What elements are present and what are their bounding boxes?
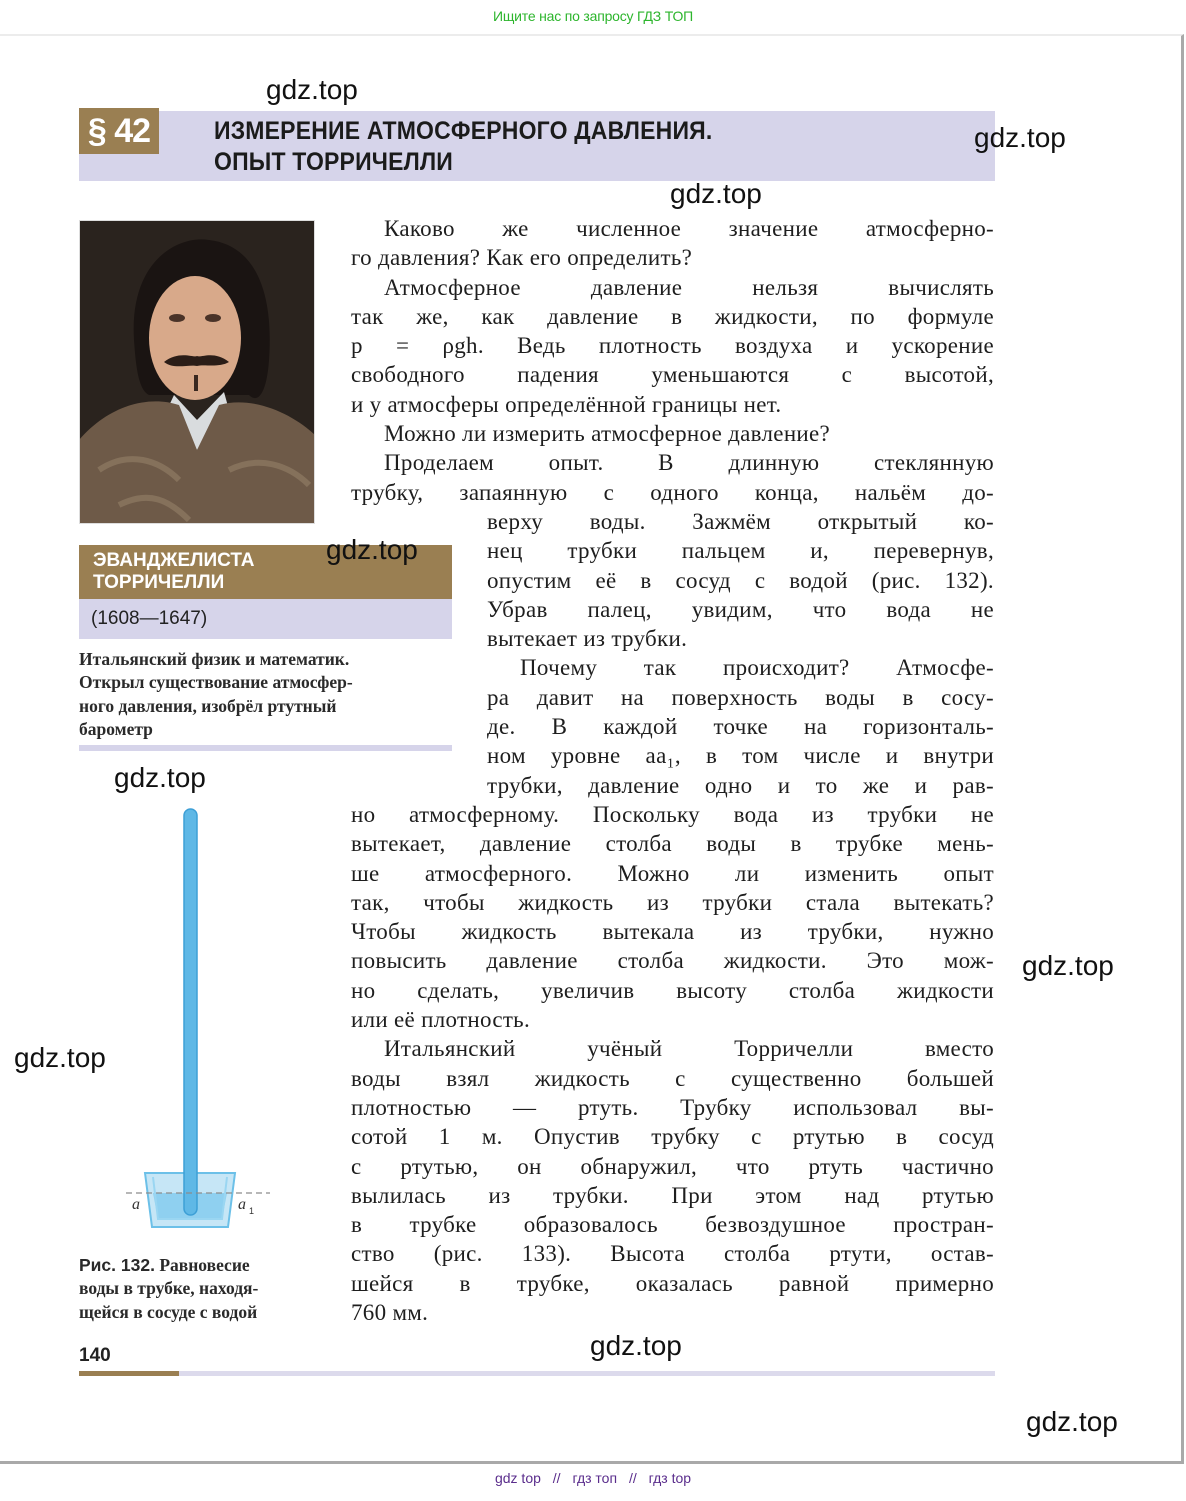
body-text-block-3 — [351, 800, 994, 1327]
body-line: и у атмосферы определённой границы нет. — [351, 391, 782, 417]
body-line: Убрав палец, увидим, что вода не — [487, 596, 994, 622]
body-text-block-1 — [351, 214, 994, 507]
body-line: опустим её в сосуд с водой (рис. 132). — [487, 567, 994, 593]
bio-divider — [79, 745, 452, 751]
body-line: вылилась из трубки. При этом над ртутью — [351, 1182, 994, 1208]
body-line: свободного падения уменьшаются с высотой, — [351, 362, 994, 388]
body-line: трубку, запаянную с одного конца, нальём до- — [351, 479, 994, 505]
level-label-a: a — [132, 1196, 140, 1213]
bio-desc-line: барометр — [79, 718, 153, 739]
footer-link-gdz-top[interactable]: gdz top — [494, 1470, 541, 1486]
body-line: но атмосферному. Поскольку вода из трубки не — [351, 802, 994, 827]
level-label-a1: a — [238, 1196, 246, 1213]
watermark: gdz.top — [266, 74, 358, 105]
page-number: 140 — [79, 1345, 111, 1366]
body-line: вытекает из трубки. — [487, 626, 688, 652]
watermark: gdz.top — [14, 1042, 106, 1073]
body-line: Почему так происходит? Атмосфе- — [520, 655, 994, 681]
body-line: нец трубки пальцем и, перевернув, — [487, 538, 994, 564]
body-line: шейся в трубке, оказалась равной примерно — [351, 1270, 994, 1296]
watermark: gdz.top — [590, 1330, 682, 1361]
body-line: повысить давление столба жидкости. Это мож- — [351, 948, 994, 974]
body-line: Атмосферное давление нельзя вычислять — [384, 274, 994, 300]
body-line: сотой 1 м. Опустив трубку с ртутью в сосуд — [351, 1124, 994, 1150]
body-line: 760 мм. — [351, 1300, 429, 1326]
body-line: но сделать, увеличив высоту столба жидкости — [351, 977, 994, 1003]
torricelli-portrait — [79, 220, 315, 524]
footer-rule — [79, 1371, 995, 1376]
body-line: ра давит на поверхность воды в сосу- — [487, 684, 994, 710]
bio-name-line2: ТОРРИЧЕЛЛИ — [93, 572, 225, 593]
level-label-a1-subscript: 1 — [249, 1206, 255, 1216]
footer-separator: // — [552, 1470, 561, 1486]
section-title-line2: ОПЫТ ТОРРИЧЕЛЛИ — [214, 148, 454, 176]
body-line: Чтобы жидкость вытекала из трубки, нужно — [351, 919, 994, 945]
body-line: так же, как давление в жидкости, по формуле — [351, 303, 994, 329]
footer-link-gdz-top-mixed[interactable]: гдз top — [648, 1470, 692, 1486]
tube-in-vessel-icon — [120, 805, 280, 1235]
bio-desc-line: Открыл существование атмосфер- — [79, 672, 353, 693]
bio-dates: (1608—1647) — [79, 599, 452, 639]
body-line: p = ρgh. Ведь плотность воздуха и ускорение — [351, 333, 994, 359]
body-line: в трубке образовалось безвоздушное простран- — [351, 1212, 994, 1238]
section-title-line1: ИЗМЕРЕНИЕ АТМОСФЕРНОГО ДАВЛЕНИЯ. — [214, 117, 713, 145]
footer-separator: // — [628, 1470, 637, 1486]
bio-name-line1: ЭВАНДЖЕЛИСТА — [93, 550, 255, 571]
body-line: или её плотность. — [351, 1007, 531, 1033]
section-number: § 42 — [79, 108, 159, 154]
footer-link-gdz-top-ru[interactable]: гдз топ — [572, 1470, 618, 1486]
portrait-illustration — [79, 220, 315, 524]
body-line: воды взял жидкость с существенно большей — [351, 1065, 994, 1091]
body-line: так, чтобы жидкость из трубки стала вытекать? — [351, 889, 994, 915]
body-line: верху воды. Зажмём открытый ко- — [487, 509, 994, 534]
watermark: gdz.top — [974, 122, 1066, 153]
body-line: Каково же численное значение атмосферно- — [384, 216, 994, 241]
figure-caption-line3: щейся в сосуде с водой — [79, 1301, 258, 1322]
search-banner: Ищите нас по запросу ГДЗ ТОП — [493, 8, 693, 24]
section-title — [214, 116, 712, 178]
footer-links — [0, 1470, 1186, 1486]
body-line: вытекает, давление столба воды в трубке мень- — [351, 831, 994, 857]
figure-label: Рис. 132. — [79, 1255, 155, 1275]
body-line: ство (рис. 133). Высота столба ртути, остав- — [351, 1241, 994, 1267]
watermark: gdz.top — [1026, 1406, 1118, 1437]
body-line: Можно ли измерить атмосферное давление? — [384, 421, 831, 447]
figure-caption-line1: Равновесие — [154, 1255, 250, 1275]
bio-desc-line: Итальянский физик и математик. — [79, 649, 350, 669]
body-text-block-2 — [487, 507, 994, 800]
watermark: gdz.top — [326, 534, 418, 565]
watermark: gdz.top — [670, 178, 762, 209]
body-line: де. В каждой точке на горизонталь- — [487, 714, 994, 740]
figure-caption — [79, 1254, 329, 1324]
body-line: Итальянский учёный Торричелли вместо — [384, 1036, 994, 1062]
body-line: ше атмосферного. Можно ли изменить опыт — [351, 860, 994, 886]
watermark: gdz.top — [1022, 950, 1114, 981]
watermark: gdz.top — [114, 762, 206, 793]
body-line: го давления? Как его определить? — [351, 245, 693, 271]
bio-description — [79, 648, 452, 741]
body-line: плотностью — ртуть. Трубку использовал вы- — [351, 1094, 994, 1120]
body-line: с ртутью, он обнаружил, что ртуть частично — [351, 1153, 994, 1179]
figure-caption-line2: воды в трубке, находя- — [79, 1278, 259, 1299]
body-line: ном уровне aa₁, в том числе и внутри — [487, 743, 994, 769]
body-line: Проделаем опыт. В длинную стеклянную — [384, 450, 994, 476]
bio-desc-line: ного давления, изобрёл ртутный — [79, 695, 337, 716]
footer-rule-accent — [79, 1371, 179, 1376]
figure-132-tube-diagram — [120, 805, 280, 1235]
body-line: трубки, давление одно и то же и рав- — [487, 772, 994, 798]
